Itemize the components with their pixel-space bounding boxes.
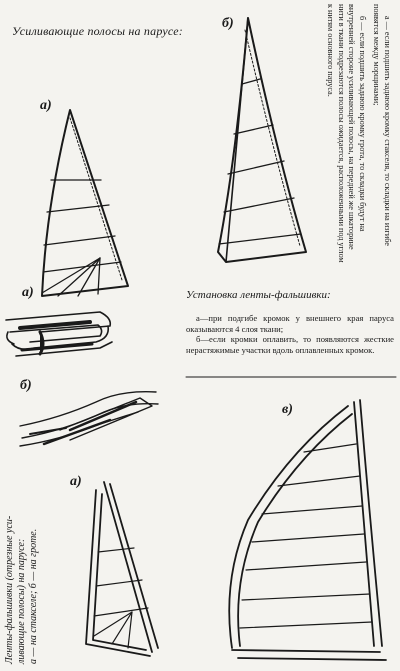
- label-a-bottom: а): [70, 474, 82, 489]
- caption-line-3: а — на стакселе; б — на гроте.: [28, 528, 39, 664]
- note-b: б — если подшить заднюю кромку грота, то складки будут на внутренней стороне усиливающей полосы, на передней же шкаторине нити в ткани подрезаются полосы ожидается, расположенными под углом к нитям основного паруса.: [326, 4, 367, 263]
- caption-line-1: Ленты-фальшивки (отрезные уси-: [4, 515, 15, 664]
- lenta-line-a: а—при подгибе кромок у внешнего края паруса оказываются 4 слоя ткани;: [186, 313, 394, 334]
- hem-detail-a: [6, 312, 112, 356]
- label-b-top: б): [222, 16, 234, 31]
- label-b-middle: б): [20, 378, 32, 393]
- note-a: а — если подшить заднюю кромку стакселя, то складки на изгибе появятся между морщинами;: [372, 4, 392, 246]
- lenta-title: Установка ленты-фальшивки:: [186, 289, 331, 301]
- label-v-bottom: в): [282, 402, 293, 417]
- mainsail-bottom-diagram: [229, 400, 386, 660]
- page-title: Усиливающие полосы на парусе:: [12, 24, 183, 38]
- caption-line-2: ливающие полосы) на парусе:: [16, 538, 27, 664]
- hem-detail-b: [20, 392, 158, 446]
- mainsail-top-diagram: [218, 18, 306, 262]
- jib-bottom-diagram: [86, 482, 158, 656]
- right-side-notes: [320, 4, 392, 264]
- jib-top-diagram: [42, 110, 128, 296]
- label-a-middle: а): [22, 285, 34, 300]
- left-caption: [4, 516, 40, 664]
- lenta-line-b: б—если кромки оплавить, то появляются жесткие нерастяжимые участки вдоль оплавленных кромок.: [186, 334, 394, 355]
- lenta-notes: [186, 289, 394, 355]
- label-a-top: а): [40, 98, 52, 113]
